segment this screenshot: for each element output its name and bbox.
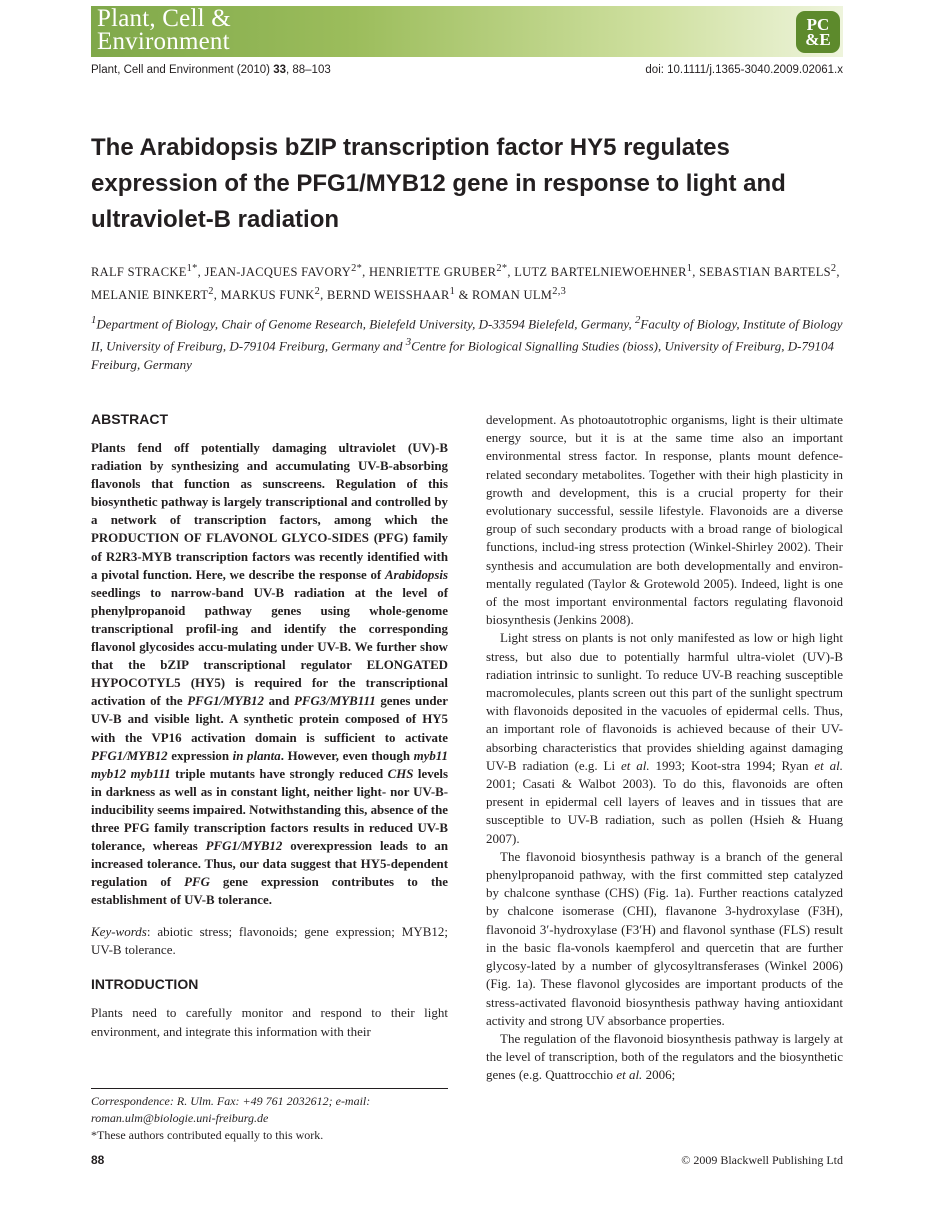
journal-citation: Plant, Cell and Environment (2010) 33, 88–103 bbox=[91, 64, 331, 76]
abstract-text: Plants fend off potentially damaging ultraviolet (UV)-B radiation by synthesizing and accumulating UV-B-absorbing flavonols that function as sunscreens. Regulation of this biosynthetic pathway is largely transcriptional and controlled by a network of transcription factors, among which the PRODUCTION OF FLAVONOL GLYCO-SIDES (PFG) family of R2R3-MYB transcription factors was recently identified with a pivotal function. Here, we describe the response of Arabidopsis seedlings to narrow-band UV-B radiation at the level of phenylpropanoid pathway genes using whole-genome transcriptional profil-ing and identify the corresponding flavonol glycosides accu-mulating under UV-B. We further show that the bZIP transcriptional regulator ELONGATED HYPOCOTYL5 (HY5) is required for the transcriptional activation of the PFG1/MYB12 and PFG3/MYB111 genes under UV-B and visible light. A synthetic protein composed of HY5 with the VP16 activation domain is sufficient to activate PFG1/MYB12 expression in planta. However, even though myb11 myb12 myb111 triple mutants have strongly reduced CHS levels in darkness as well as in constant light, neither light- nor UV-B-inducibility seems impaired. Notwithstanding this, absence of the three PFG family transcription factors results in reduced UV-B tolerance, whereas PFG1/MYB12 overexpression leads to an increased tolerance. Thus, our data suggest that HY5-dependent regulation of PFG gene expression contributes to the establishment of UV-B tolerance. bbox=[91, 441, 449, 908]
introduction-heading: INTRODUCTION bbox=[91, 976, 199, 993]
author-list: RALF $STRACKE^{1*}$, JEAN-JACQUES $FAVORY^{2*}$, HENRIETTE $GRUBER^{2*}$, LUTZ BARTELNIEWOEHNER$^1$, SEBASTIAN BARTELS$^2$, MELANIE BINKERT$^2$, MARKUS FUNK$^2$, BERND WEISSHAAR$^1$ & ROMAN ULM$^{2,3}$ bbox=[91, 263, 840, 303]
copyright: © 2009 Blackwell Publishing Ltd bbox=[681, 1153, 843, 1167]
journal-banner bbox=[91, 6, 843, 57]
keywords: Key-words: abiotic stress; flavonoids; gene expression; MYB12; UV-B tolerance. bbox=[91, 924, 448, 958]
paragraph-3: The flavonoid biosynthesis pathway is a branch of the general phenylpropanoid pathway, with the first committed step catalyzed by chalcone synthase (CHS) (Fig. 1a). Further reactions catalyzed by chalcone isomerase (CHI), flavanone 3-hydroxylase (F3H), flavonoid 3′-hydroxylase (F3′H) and flavonol synthase (FLS) result in the basic fla-vonols kaempferol and quercetin that are further glycosy-lated by a number of glycosyltransferases (Winkel 2006) (Fig. 1a). These flavonol glycosides are important products of the stress-activated flavonoid biosynthesis pathway having antioxidant activity and strong UV absorbance properties. bbox=[486, 848, 843, 1028]
paragraph-2: Light stress on plants is not only manifested as low or high light stress, but also due to potentially harmful ultra-violet (UV)-B radiation intrinsic to sunlight. To reduce UV-B reaching susceptible macromolecules, plants screen out this part of the sunlight spectrum with flavonoids deposited in the vacuoles of epidermal cells. Thus, an important role of flavonoids is achieved because of their UV-absorbing characteristics that provides shielding against damaging UV-B radiation (e.g. Li et al. 1993; Koot-stra 1994; Ryan et al. 2001; Casati & Walbot 2003). To do this, flavonoids are often present in epidermal cell layers of leaves and in tissues that are susceptible to UV-B radiation, such as pollen (Hsieh & Huang 2007). bbox=[486, 630, 843, 846]
affiliations: $^1$Department of Biology, Chair of Genome Research, Bielefeld University, D-33594 Bielefeld, Germany, $^2$Faculty of Biology, Institute of Biology II, University of Freiburg, D-79104 Freiburg, Germany and $^3$Centre for Biological Signalling Studies (bioss), University of Freiburg, D-79104 Freiburg, Germany bbox=[91, 314, 843, 372]
equal-contribution-note: *These authors contributed equally to this work. bbox=[91, 1128, 324, 1142]
abstract-heading: ABSTRACT bbox=[91, 411, 168, 427]
journal-banner-title: Plant, Cell & Environment bbox=[97, 5, 231, 55]
footnote-rule bbox=[91, 1088, 448, 1089]
article-title: The Arabidopsis bZIP transcription factor HY5 regulates expression of the PFG1/MYB12 gene in response to light and ultraviolet-B radiation bbox=[91, 134, 786, 233]
introduction-text: Plants need to carefully monitor and respond to their light environment, and integrate this information with their bbox=[91, 1005, 448, 1039]
doi: doi: 10.1111/j.1365-3040.2009.02061.x bbox=[645, 64, 843, 76]
correspondence: Correspondence: R. Ulm. Fax: +49 761 2032612; e-mail: roman.ulm@biologie.uni-freiburg.de bbox=[91, 1088, 448, 1126]
page-number: 88 bbox=[91, 1153, 105, 1167]
paragraph-1: development. As photoautotrophic organisms, light is their ultimate energy source, but it is at the same time also an important environmental stress factor. In response, plants mount defence-related secondary metabolites. Together with their high plasticity in growth and development, this is a crucial property for their evolutionary successful, sessile lifestyle. Flavonoids are a diverse group of such secondary products with a broad range of biological functions, includ-ing stress protection (Winkel-Shirley 2002). Their synthesis and accumulation are both developmentally and environ-mentally regulated (Taylor & Grotewold 2005). Indeed, light is one of the most important environmental factors regulating flavonoid biosynthesis (Jenkins 2008). bbox=[486, 412, 843, 628]
journal-logo: PC &E bbox=[796, 11, 840, 53]
right-column bbox=[486, 411, 843, 1085]
left-column bbox=[91, 410, 448, 1041]
paragraph-4: The regulation of the flavonoid biosynthesis pathway is largely at the level of transcription, both of the regulators and the biosynthetic genes (e.g. Quattrocchio et al. 2006; bbox=[486, 1030, 843, 1083]
